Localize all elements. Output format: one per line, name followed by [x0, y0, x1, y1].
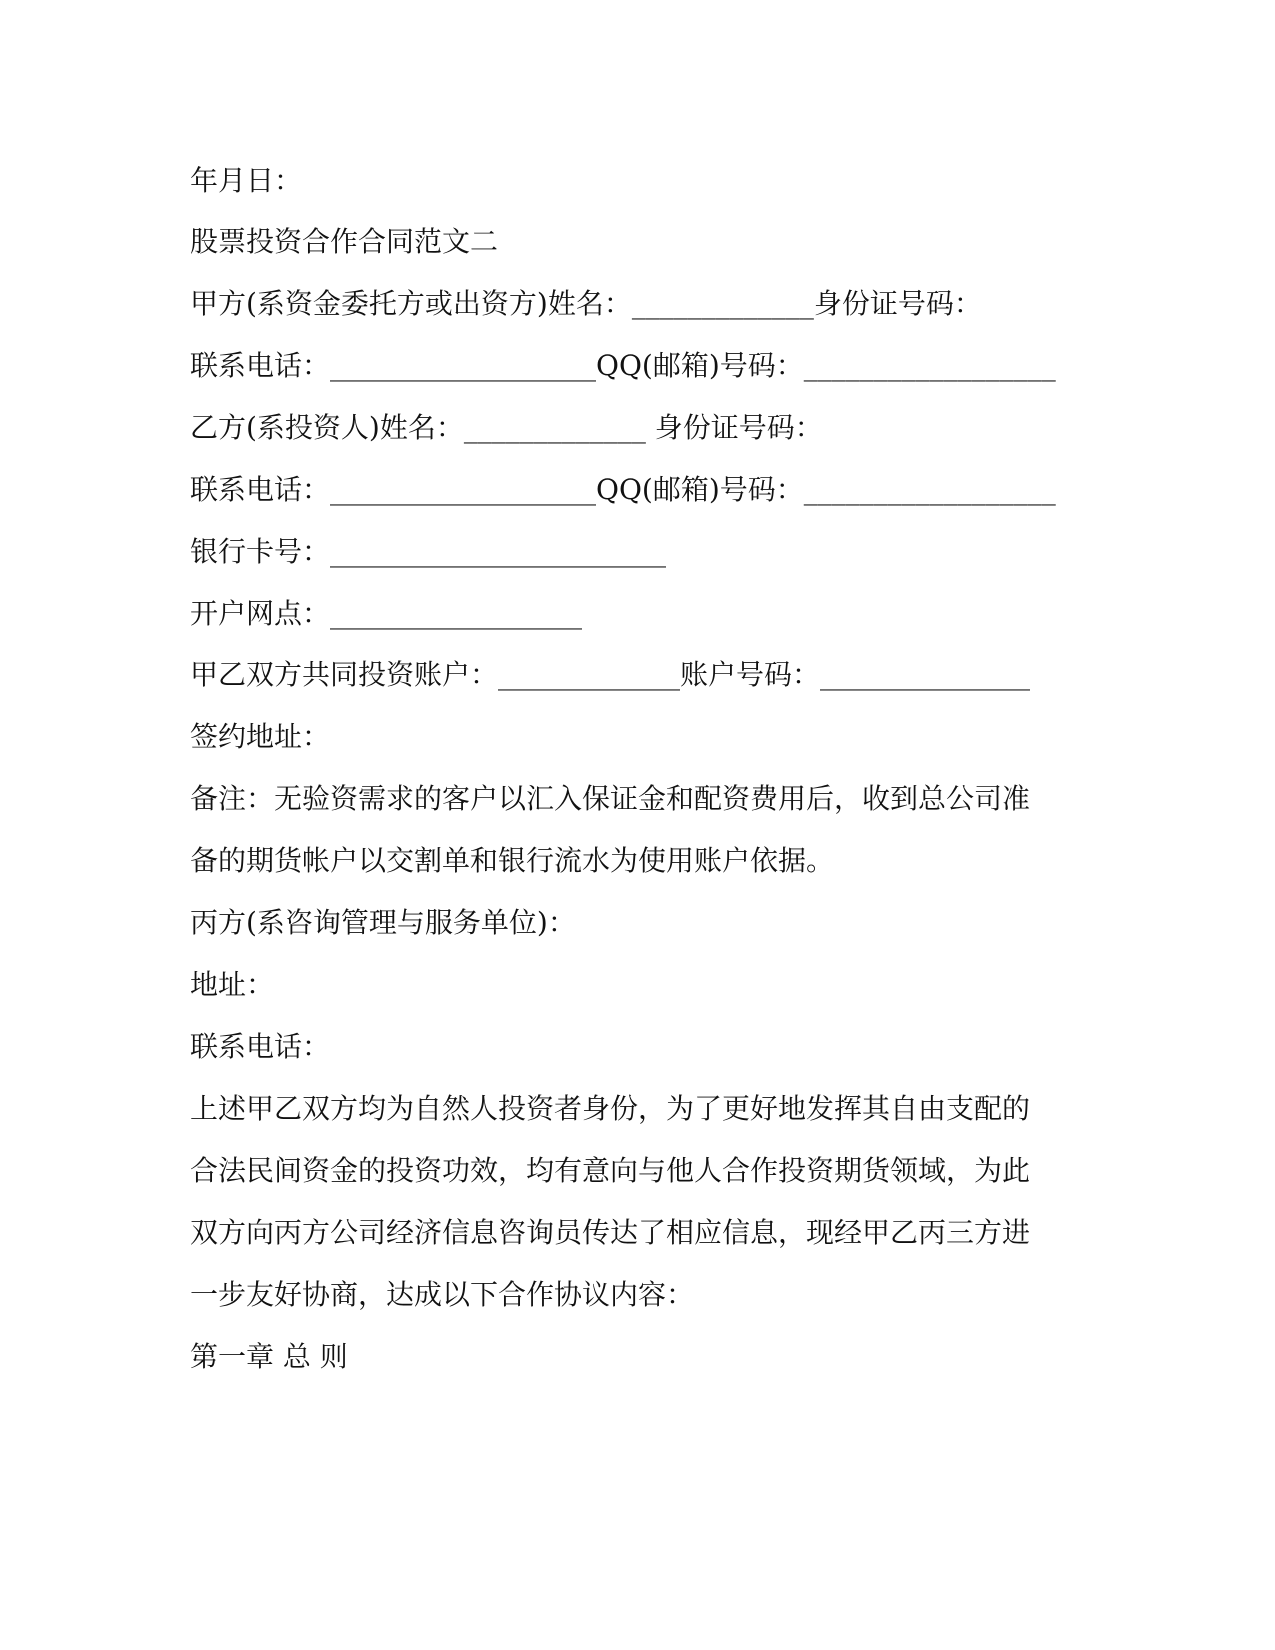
- signing-address-line: 签约地址：: [190, 720, 331, 753]
- bank-card-line: 银行卡号：________________________: [190, 535, 667, 568]
- remark-line-1: 备注：无验资需求的客户以汇入保证金和配资费用后，收到总公司准: [190, 782, 1031, 815]
- party-b-name-line: 乙方(系投资人)姓名：_____________ 身份证号码：: [190, 411, 823, 444]
- party-c-phone-line: 联系电话：: [190, 1030, 331, 1063]
- preamble-line-2: 合法民间资金的投资功效，均有意向与他人合作投资期货领域，为此: [190, 1154, 1031, 1187]
- date-line: 年月日：: [190, 164, 303, 197]
- bank-branch-line: 开户网点：__________________: [190, 597, 583, 630]
- party-a-name-line: 甲方(系资金委托方或出资方)姓名：_____________身份证号码：: [190, 287, 982, 320]
- party-c-address-line: 地址：: [190, 968, 275, 1001]
- party-b-contact-line: 联系电话：___________________QQ(邮箱)号码：__________________: [190, 473, 1056, 506]
- preamble-line-4: 一步友好协商，达成以下合作协议内容：: [190, 1278, 695, 1311]
- joint-account-line: 甲乙双方共同投资账户：_____________账户号码：_______________: [190, 658, 1031, 691]
- document-title: 股票投资合作合同范文二: [190, 225, 499, 258]
- preamble-line-1: 上述甲乙双方均为自然人投资者身份，为了更好地发挥其自由支配的: [190, 1092, 1031, 1125]
- party-c-line: 丙方(系咨询管理与服务单位)：: [190, 906, 576, 939]
- remark-line-2: 备的期货帐户以交割单和银行流水为使用账户依据。: [190, 844, 835, 877]
- party-a-contact-line: 联系电话：___________________QQ(邮箱)号码：__________________: [190, 349, 1056, 382]
- preamble-line-3: 双方向丙方公司经济信息咨询员传达了相应信息，现经甲乙丙三方进: [190, 1216, 1031, 1249]
- chapter-heading: 第一章 总 则: [190, 1340, 348, 1373]
